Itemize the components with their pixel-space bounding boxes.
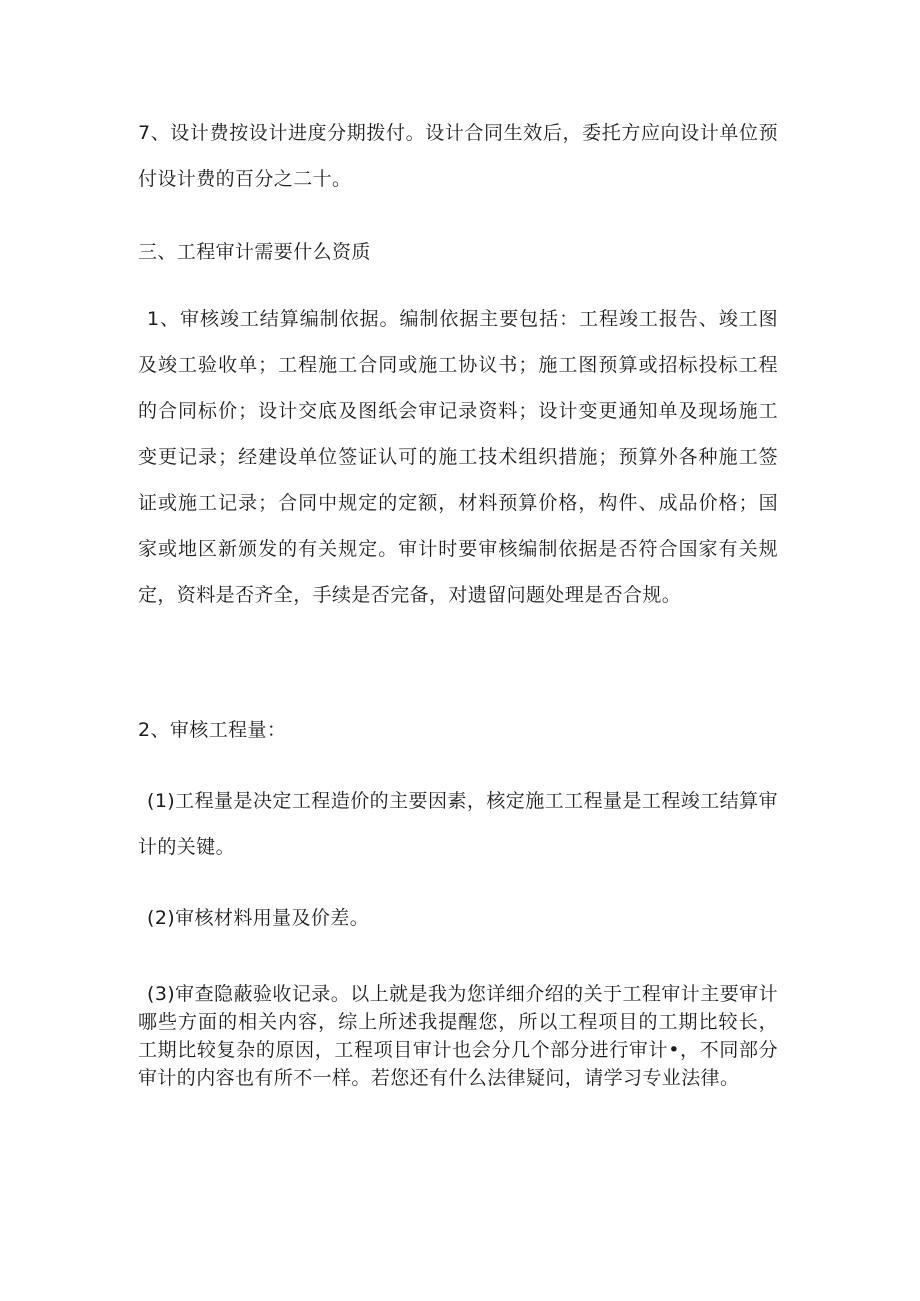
- paragraph-quantity-item-1: (1)工程量是决定工程造价的主要因素，核定施工工程量是工程竣工结算审计的关键。: [138, 790, 778, 858]
- paragraph-quantity-item-2: (2)审核材料用量及价差。: [147, 907, 370, 929]
- paragraph-quantity-item-3: (3)审查隐蔽验收记录。以上就是我为您详细介绍的关于工程审计主要审计哪些方面的相关内容，综上所述我提醒您，所以工程项目的工期比较长，工期比较复杂的原因，工程项目审计也会分几个部分进行审计•，不同部分审计的内容也有所不一样。若您还有什么法律疑问，请学习专业法律。: [138, 983, 778, 1089]
- paragraph-audit-quantity-heading: 2、审核工程量：: [138, 719, 287, 741]
- section-heading-audit-qualification: 三、工程审计需要什么资质: [138, 241, 371, 263]
- paragraph-design-fee: 7、设计费按设计进度分期拨付。设计合同生效后，委托方应向设计单位预付设计费的百分之二十。: [138, 122, 778, 190]
- paragraph-audit-basis: 1、审核竣工结算编制依据。编制依据主要包括：工程竣工报告、竣工图及竣工验收单；工程施工合同或施工协议书；施工图预算或招标投标工程的合同标价；设计交底及图纸会审记录资料；设计变更通知单及现场施工变更记录；经建设单位签证认可的施工技术组织措施；预算外各种施工签证或施工记录；合同中规定的定额，材料预算价格，构件、成品价格；国家或地区新颁发的有关规定。审计时要审核编制依据是否符合国家有关规定，资料是否齐全，手续是否完备，对遗留问题处理是否合规。: [138, 308, 778, 606]
